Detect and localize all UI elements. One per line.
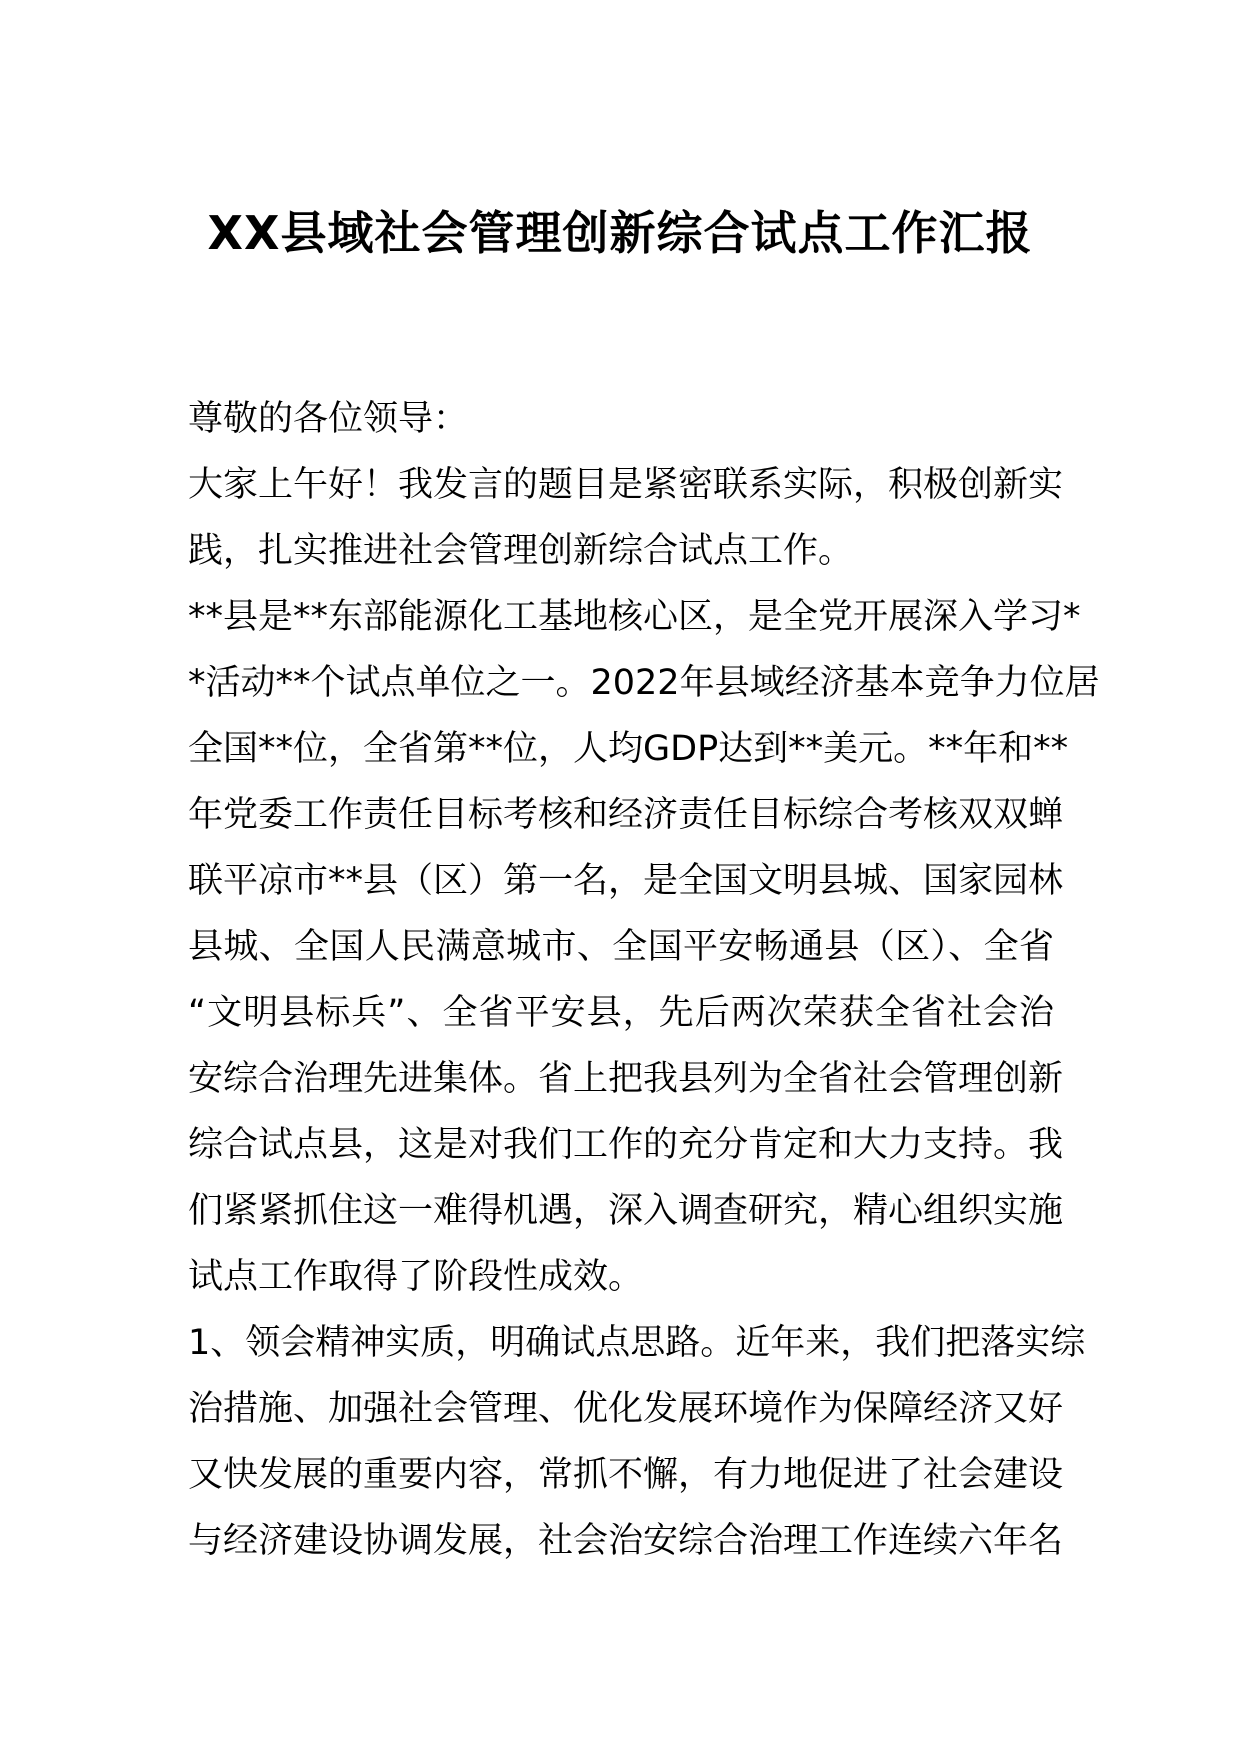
body-line: 全国**位，全省第**位，人均GDP达到**美元。**年和** xyxy=(188,729,1069,769)
body-line: 大家上午好！我发言的题目是紧密联系实际，积极创新实 xyxy=(188,465,1064,505)
body-line: 又快发展的重要内容，常抓不懈，有力地促进了社会建设 xyxy=(188,1455,1064,1495)
body-line: 综合试点县，这是对我们工作的充分肯定和大力支持。我 xyxy=(188,1125,1064,1165)
body-line: “文明县标兵”、全省平安县，先后两次荣获全省社会治 xyxy=(188,993,1054,1033)
body-line: 年党委工作责任目标考核和经济责任目标综合考核双双蝉 xyxy=(188,795,1064,835)
body-line: 县城、全国人民满意城市、全国平安畅通县（区）、全省 xyxy=(188,927,1054,967)
body-line: 与经济建设协调发展，社会治安综合治理工作连续六年名 xyxy=(188,1521,1064,1561)
body-line: 联平凉市**县（区）第一名，是全国文明县城、国家园林 xyxy=(188,861,1064,901)
body-line: 试点工作取得了阶段性成效。 xyxy=(188,1257,644,1297)
body-line: 尊敬的各位领导： xyxy=(188,399,469,439)
body-line: 治措施、加强社会管理、优化发展环境作为保障经济又好 xyxy=(188,1389,1064,1429)
body-line: 1、领会精神实质，明确试点思路。近年来，我们把落实综 xyxy=(188,1323,1086,1363)
body-line: 安综合治理先进集体。省上把我县列为全省社会管理创新 xyxy=(188,1059,1064,1099)
body-line: **县是**东部能源化工基地核心区，是全党开展深入学习* xyxy=(188,597,1081,637)
document-body xyxy=(188,386,1100,1574)
body-line: 们紧紧抓住这一难得机遇，深入调查研究，精心组织实施 xyxy=(188,1191,1064,1231)
document-title: XX县域社会管理创新综合试点工作汇报 xyxy=(207,206,1033,260)
body-line: *活动**个试点单位之一。2022年县域经济基本竞争力位居 xyxy=(188,663,1100,703)
body-line: 践，扎实推进社会管理创新综合试点工作。 xyxy=(188,531,854,571)
